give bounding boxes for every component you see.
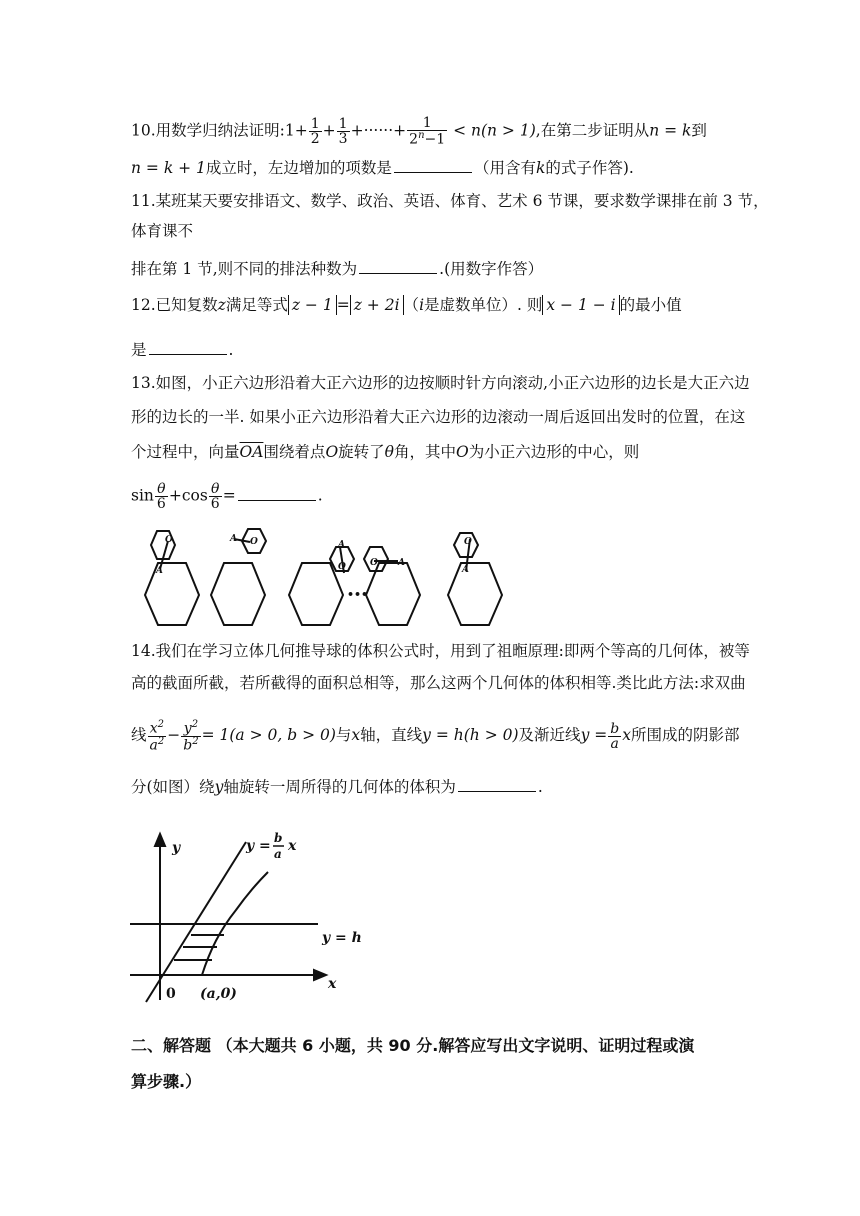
question-14-line-1: 14.我们在学习立体几何推导球的体积公式时，用到了祖暅原理:即两个等高的几何体，被等 bbox=[131, 642, 750, 660]
q14-cond: = 1(a > 0, b > 0) bbox=[201, 726, 336, 745]
frac-num: 1 bbox=[338, 115, 348, 132]
q12-line2: 是 bbox=[131, 341, 147, 359]
q14-frac-ba bbox=[608, 722, 621, 751]
label-o: O bbox=[464, 537, 472, 547]
q10-mid: ,在第二步证明从 bbox=[535, 121, 650, 140]
large-hexagon bbox=[448, 563, 502, 625]
frac-den-base: 2 bbox=[409, 131, 419, 148]
var-a: a bbox=[149, 737, 158, 754]
label-o: O bbox=[250, 537, 258, 547]
q14-line4end: . bbox=[537, 778, 543, 796]
answer-blank-12[interactable] bbox=[149, 338, 227, 355]
q12-abs-2: z + 2i bbox=[350, 295, 404, 315]
origin-label: 0 bbox=[166, 986, 176, 1002]
question-10-line-1 bbox=[131, 116, 707, 147]
q13-line3b: 围绕着点 bbox=[263, 443, 326, 461]
q10-line2d: 的式子作答). bbox=[545, 159, 634, 177]
frac-den: a bbox=[608, 736, 621, 751]
q13-o-2: O bbox=[456, 443, 469, 461]
frac-num: θ bbox=[157, 481, 166, 497]
large-hexagon bbox=[289, 563, 343, 625]
question-10-line-2 bbox=[131, 156, 634, 179]
q10-one: 1 bbox=[284, 121, 295, 140]
q12-c: （ bbox=[403, 296, 420, 314]
q10-line2b: 成立时，左边增加的项数是 bbox=[205, 159, 392, 177]
q10-k: k bbox=[535, 159, 546, 177]
q14-frac-y2 bbox=[181, 720, 200, 752]
frac-den: 6 bbox=[156, 496, 166, 512]
q10-nk: n = k bbox=[649, 121, 692, 140]
question-11-line-3 bbox=[131, 257, 543, 280]
q11-line3b: .(用数字作答） bbox=[439, 260, 544, 278]
large-hexagon bbox=[211, 563, 265, 625]
section-2-heading-line-2: 算步骤.） bbox=[131, 1072, 202, 1091]
q14-line3b: 与 bbox=[335, 726, 352, 745]
question-13-line-3 bbox=[131, 441, 639, 463]
label-o: O bbox=[165, 535, 173, 545]
q10-plus: + bbox=[294, 121, 308, 140]
frac-den: 6 bbox=[210, 496, 220, 512]
q14-line3d: 及渐近线 bbox=[518, 726, 581, 745]
label-o: O bbox=[370, 558, 378, 568]
frac-num: θ bbox=[211, 481, 220, 497]
var-x: x bbox=[149, 720, 158, 737]
q13-o: O bbox=[325, 443, 339, 461]
q10-nk1: n = k + 1 bbox=[131, 159, 206, 177]
frac-den-suffix: −1 bbox=[424, 131, 446, 148]
answer-blank-14[interactable] bbox=[458, 775, 536, 792]
q13-end: . bbox=[317, 486, 323, 505]
question-13-line-2: 形的边长的一半. 如果小正六边形沿着大正六边形的边滚动一周后返回出发时的位置，在这 bbox=[131, 408, 746, 426]
q10-to: 到 bbox=[691, 121, 707, 140]
q13-line3e: 为小正六边形的中心，则 bbox=[468, 443, 640, 461]
q14-xx: x bbox=[622, 726, 631, 745]
q14-yeq: y = bbox=[580, 726, 608, 745]
line-y-h-label: y = h bbox=[322, 930, 362, 946]
question-14-line-3 bbox=[131, 720, 739, 752]
large-hexagon bbox=[145, 563, 199, 625]
q14-minus: − bbox=[167, 726, 181, 745]
q12-b: 满足等式 bbox=[225, 296, 288, 314]
q14-yh: y = h(h > 0) bbox=[422, 726, 519, 745]
q10-frac-3 bbox=[407, 116, 447, 147]
q10-frac-2 bbox=[337, 117, 350, 146]
question-12-line-1 bbox=[131, 294, 682, 316]
label-a: A bbox=[398, 558, 405, 568]
frac-den: $a^2$ bbox=[149, 735, 165, 754]
var-y: y bbox=[183, 720, 192, 737]
q13-frac-1 bbox=[155, 482, 168, 511]
frac-num: $y^2$ bbox=[183, 719, 199, 737]
asymptote-label-b: b bbox=[274, 831, 283, 845]
frac-den: 2 bbox=[310, 130, 320, 147]
asymptote-label-x: x bbox=[288, 838, 297, 854]
y-axis-label: y bbox=[172, 840, 181, 856]
q14-x: x bbox=[351, 726, 361, 745]
q13-cos: cos bbox=[181, 486, 208, 505]
question-14-line-4 bbox=[131, 775, 543, 798]
label-a: A bbox=[230, 534, 237, 544]
question-11-line-1: 11.某班某天要安排语文、数学、政治、英语、体育、艺术 6 节课，要求数学课排在前 3 节， bbox=[131, 192, 769, 210]
q13-plus: + bbox=[168, 486, 182, 505]
q12-a: 12.已知复数 bbox=[131, 296, 218, 314]
frac-den-exp: n bbox=[418, 130, 425, 141]
q13-eq: = bbox=[222, 486, 236, 505]
q12-abs-3: x − 1 − i bbox=[542, 295, 619, 315]
question-13-line-4 bbox=[131, 482, 323, 511]
frac-num: 1 bbox=[310, 115, 320, 132]
section-2-heading-line-1: 二、解答题 （本大题共 6 小题，共 90 分.解答应写出文字说明、证明过程或演 bbox=[131, 1036, 695, 1055]
frac-den bbox=[407, 130, 447, 147]
q12-abs-1: z − 1 bbox=[288, 295, 337, 315]
large-hexagon bbox=[366, 563, 420, 625]
hexagon-rolling-figure bbox=[130, 525, 520, 630]
q13-line3c: 旋转了 bbox=[338, 443, 385, 461]
var-b: b bbox=[183, 737, 193, 754]
q14-line4b: 轴旋转一周所得的几何体的体积为 bbox=[223, 778, 456, 796]
answer-blank-13[interactable] bbox=[238, 484, 316, 501]
q10-line2c: （用含有 bbox=[473, 159, 536, 177]
label-a: A bbox=[156, 566, 163, 576]
q12-d: 是虚数单位）. 则 bbox=[424, 296, 543, 314]
q12-eq: = bbox=[336, 296, 350, 314]
frac-num: b bbox=[610, 720, 620, 737]
q10-prefix: 10.用数学归纳法证明: bbox=[131, 121, 285, 140]
q13-line3d: 角，其中 bbox=[394, 443, 457, 461]
q14-line3c: 轴，直线 bbox=[360, 726, 423, 745]
q14-frac-x2 bbox=[148, 720, 167, 752]
question-11-line-2: 体育课不 bbox=[131, 222, 194, 240]
vector-oa: $\overline{OA}$ bbox=[239, 443, 264, 461]
q14-line3a: 线 bbox=[131, 726, 147, 745]
q12-z: z bbox=[217, 296, 226, 314]
q10-plus-2: + bbox=[322, 121, 336, 140]
q10-inequality: < n(n > 1) bbox=[448, 121, 536, 140]
label-a: A bbox=[462, 565, 469, 575]
frac-den: $b^2$ bbox=[183, 735, 199, 754]
y-axis-arrow bbox=[155, 834, 165, 846]
q13-frac-2 bbox=[209, 482, 222, 511]
answer-blank-11[interactable] bbox=[359, 257, 437, 274]
asymptote-label-lhs: y = bbox=[246, 838, 271, 854]
q14-line4a: 分(如图）绕 bbox=[131, 778, 215, 796]
q12-i: i bbox=[419, 296, 425, 314]
point-label: (a,0) bbox=[200, 986, 237, 1002]
frac-den: 3 bbox=[338, 130, 348, 147]
q10-dots: +······+ bbox=[350, 121, 407, 140]
label-o: O bbox=[338, 562, 346, 572]
asymptote-label-a: a bbox=[274, 847, 282, 861]
answer-blank-10[interactable] bbox=[394, 156, 472, 173]
question-12-line-2 bbox=[131, 338, 233, 361]
vector-line bbox=[160, 541, 168, 569]
q12-e: 的最小值 bbox=[619, 296, 682, 314]
q13-theta: θ bbox=[384, 443, 395, 461]
q12-line2end: . bbox=[228, 341, 234, 359]
q13-sin: sin bbox=[131, 486, 154, 505]
x-axis-arrow bbox=[314, 970, 326, 980]
question-14-line-2: 高的截面所截，若所截得的面积总相等，那么这两个几何体的体积相等.类比此方法:求双曲 bbox=[131, 674, 746, 692]
frac-num: $x^2$ bbox=[149, 719, 165, 737]
x-axis-label: x bbox=[328, 976, 337, 992]
question-13-line-1: 13.如图，小正六边形沿着大正六边形的边按顺时针方向滚动,小正六边形的边长是大正六边 bbox=[131, 374, 750, 392]
frac-num: 1 bbox=[422, 115, 432, 131]
ellipsis-dots: ••• bbox=[347, 588, 369, 601]
q14-line3e: 所围成的阴影部 bbox=[630, 726, 740, 745]
q14-y: y bbox=[214, 778, 224, 796]
hyperbola-graph bbox=[128, 830, 368, 1010]
q11-line3a: 排在第 1 节,则不同的排法种数为 bbox=[131, 260, 358, 278]
q10-frac-1 bbox=[309, 117, 322, 146]
q13-line3a: 个过程中，向量 bbox=[131, 443, 240, 461]
label-a: A bbox=[338, 540, 345, 550]
